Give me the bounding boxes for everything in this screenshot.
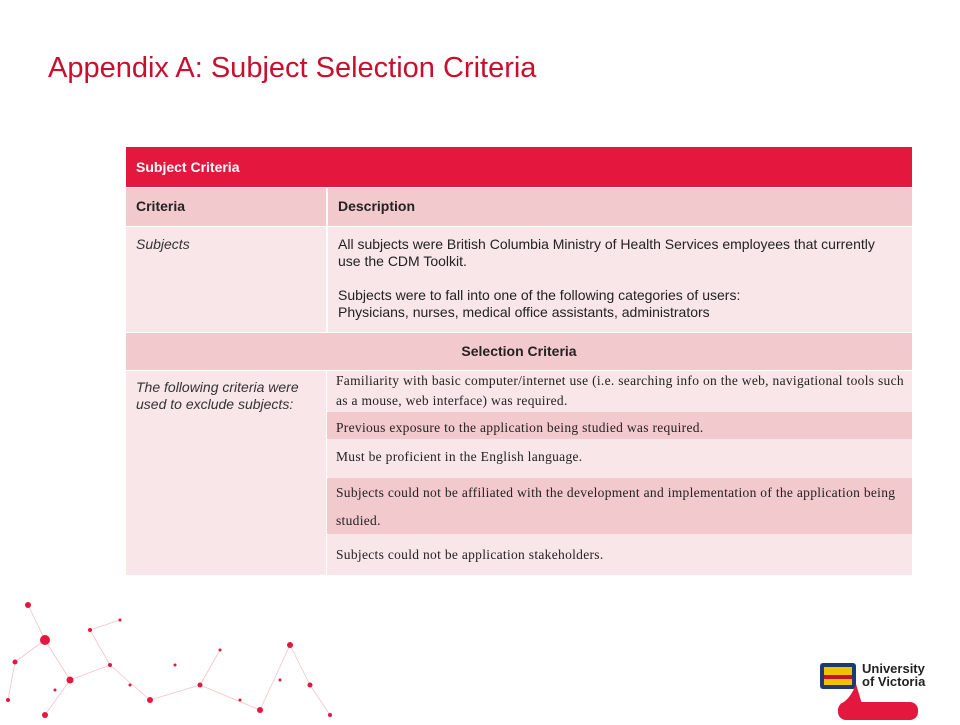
- column-header-description: Description: [338, 198, 416, 214]
- criterion-item: Familiarity with basic computer/internet use (i.e. searching info on the web, navigational tools such as a mouse, web interface) was required.: [327, 371, 912, 411]
- table-header-row: [126, 147, 912, 187]
- criterion-item: Subjects could not be affiliated with the development and implementation of the application being studied.: [327, 478, 912, 534]
- university-line1: University: [862, 661, 925, 676]
- selection-criteria-row: [126, 333, 912, 370]
- subjects-description-para2-line2: Physicians, nurses, medical office assistants, administrators: [338, 304, 710, 320]
- subjects-description-para2-line1: Subjects were to fall into one of the following categories of users:: [338, 287, 741, 303]
- selection-criteria-title: Selection Criteria: [461, 343, 577, 359]
- network-dots-decoration: [0, 590, 380, 720]
- subjects-description-para1: All subjects were British Columbia Ministry of Health Services employees that currently use the CDM Toolkit.: [338, 236, 875, 269]
- slide-title: Appendix A: Subject Selection Criteria: [48, 52, 537, 84]
- subjects-label: Subjects: [136, 236, 190, 252]
- subjects-description: [327, 227, 912, 321]
- cgi-logo-icon: [838, 700, 928, 720]
- table-row-subjects: [126, 227, 912, 332]
- university-line2: of Victoria: [862, 674, 926, 689]
- column-header-criteria: Criteria: [136, 198, 186, 214]
- university-wordmark: [862, 662, 925, 688]
- criterion-item: Previous exposure to the application being studied was required.: [327, 412, 912, 439]
- criterion-item: Must be proficient in the English language.: [327, 440, 912, 477]
- column-header-row: [126, 188, 912, 226]
- criterion-item: Subjects could not be application stakeholders.: [327, 535, 912, 575]
- selection-intro-text: The following criteria were used to exclude subjects:: [136, 379, 299, 412]
- table-header-title: Subject Criteria: [136, 159, 240, 175]
